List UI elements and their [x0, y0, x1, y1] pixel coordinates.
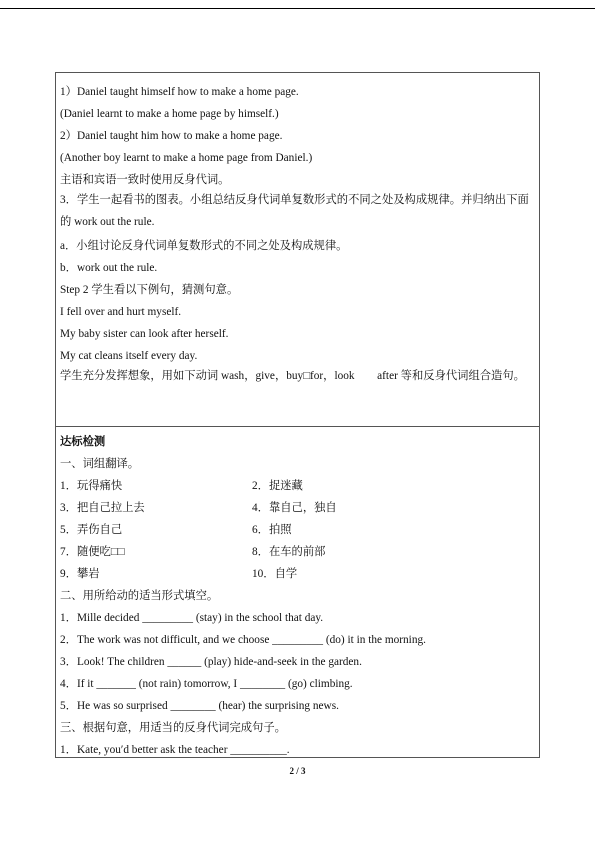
- phrase-item: 2．捉迷藏: [252, 480, 303, 492]
- fill-item: 1．Mille decided _________ (stay) in the school that day.: [60, 612, 324, 624]
- text-line: My baby sister can look after herself.: [60, 328, 229, 340]
- text-paragraph: 3．学生一起看书的图表。小组总结反身代词单复数形式的不同之处及构成规律。并归纳出下面的 work out the rule.: [60, 194, 529, 228]
- fill-item: 3．Look! The children ______ (play) hide-and-seek in the garden.: [60, 656, 362, 668]
- part-heading: 二、用所给动的适当形式填空。: [60, 590, 219, 602]
- text-line: I fell over and hurt myself.: [60, 306, 182, 318]
- phrase-item: 6．拍照: [252, 524, 292, 536]
- phrase-item: 8．在车的前部: [252, 546, 326, 558]
- phrase-item: 10．自学: [252, 568, 298, 580]
- text-paragraph: 学生充分发挥想象，用如下动词 wash，give，buy□for，look after 等和反身代词组合造句。: [60, 370, 525, 382]
- section-title: 达标检测: [60, 436, 106, 448]
- text-line: b．work out the rule.: [60, 262, 158, 274]
- teaching-steps-cell: [56, 73, 539, 427]
- part-heading: 一、词组翻译。: [60, 458, 140, 470]
- phrase-item: 9．攀岩: [60, 568, 100, 580]
- phrase-item: 7．随便吃□□: [60, 546, 125, 558]
- text-line: My cat cleans itself every day.: [60, 350, 198, 362]
- phrase-item: 4．靠自己，独自: [252, 502, 337, 514]
- text-line: 2）Daniel taught him how to make a home page.: [60, 130, 283, 142]
- assessment-cell: [56, 427, 539, 757]
- lesson-table: [55, 72, 540, 758]
- phrase-item: 3．把自己拉上去: [60, 502, 145, 514]
- header-rule: [0, 8, 595, 9]
- page-number: 2 / 3: [289, 766, 306, 776]
- text-line: 1）Daniel taught himself how to make a home page.: [60, 86, 299, 98]
- fill-item: 5．He was so surprised ________ (hear) the surprising news.: [60, 700, 339, 712]
- phrase-item: 5．弄伤自己: [60, 524, 123, 536]
- fill-item: 4．If it _______ (not rain) tomorrow, I ________ (go) climbing.: [60, 678, 353, 690]
- text-line: a．小组讨论反身代词单复数形式的不同之处及构成规律。: [60, 240, 348, 252]
- fill-item: 1．Kate, you′d better ask the teacher __________.: [60, 744, 290, 756]
- phrase-item: 1．玩得痛快: [60, 480, 123, 492]
- text-line: Step 2 学生看以下例句，猜测句意。: [60, 284, 239, 296]
- part-heading: 三、根据句意，用适当的反身代词完成句子。: [60, 722, 286, 734]
- text-line: (Daniel learnt to make a home page by himself.): [60, 108, 279, 120]
- text-line: (Another boy learnt to make a home page from Daniel.): [60, 152, 313, 164]
- text-line: 主语和宾语一致时使用反身代词。: [60, 174, 230, 186]
- fill-item: 2．The work was not difficult, and we choose _________ (do) it in the morning.: [60, 634, 426, 646]
